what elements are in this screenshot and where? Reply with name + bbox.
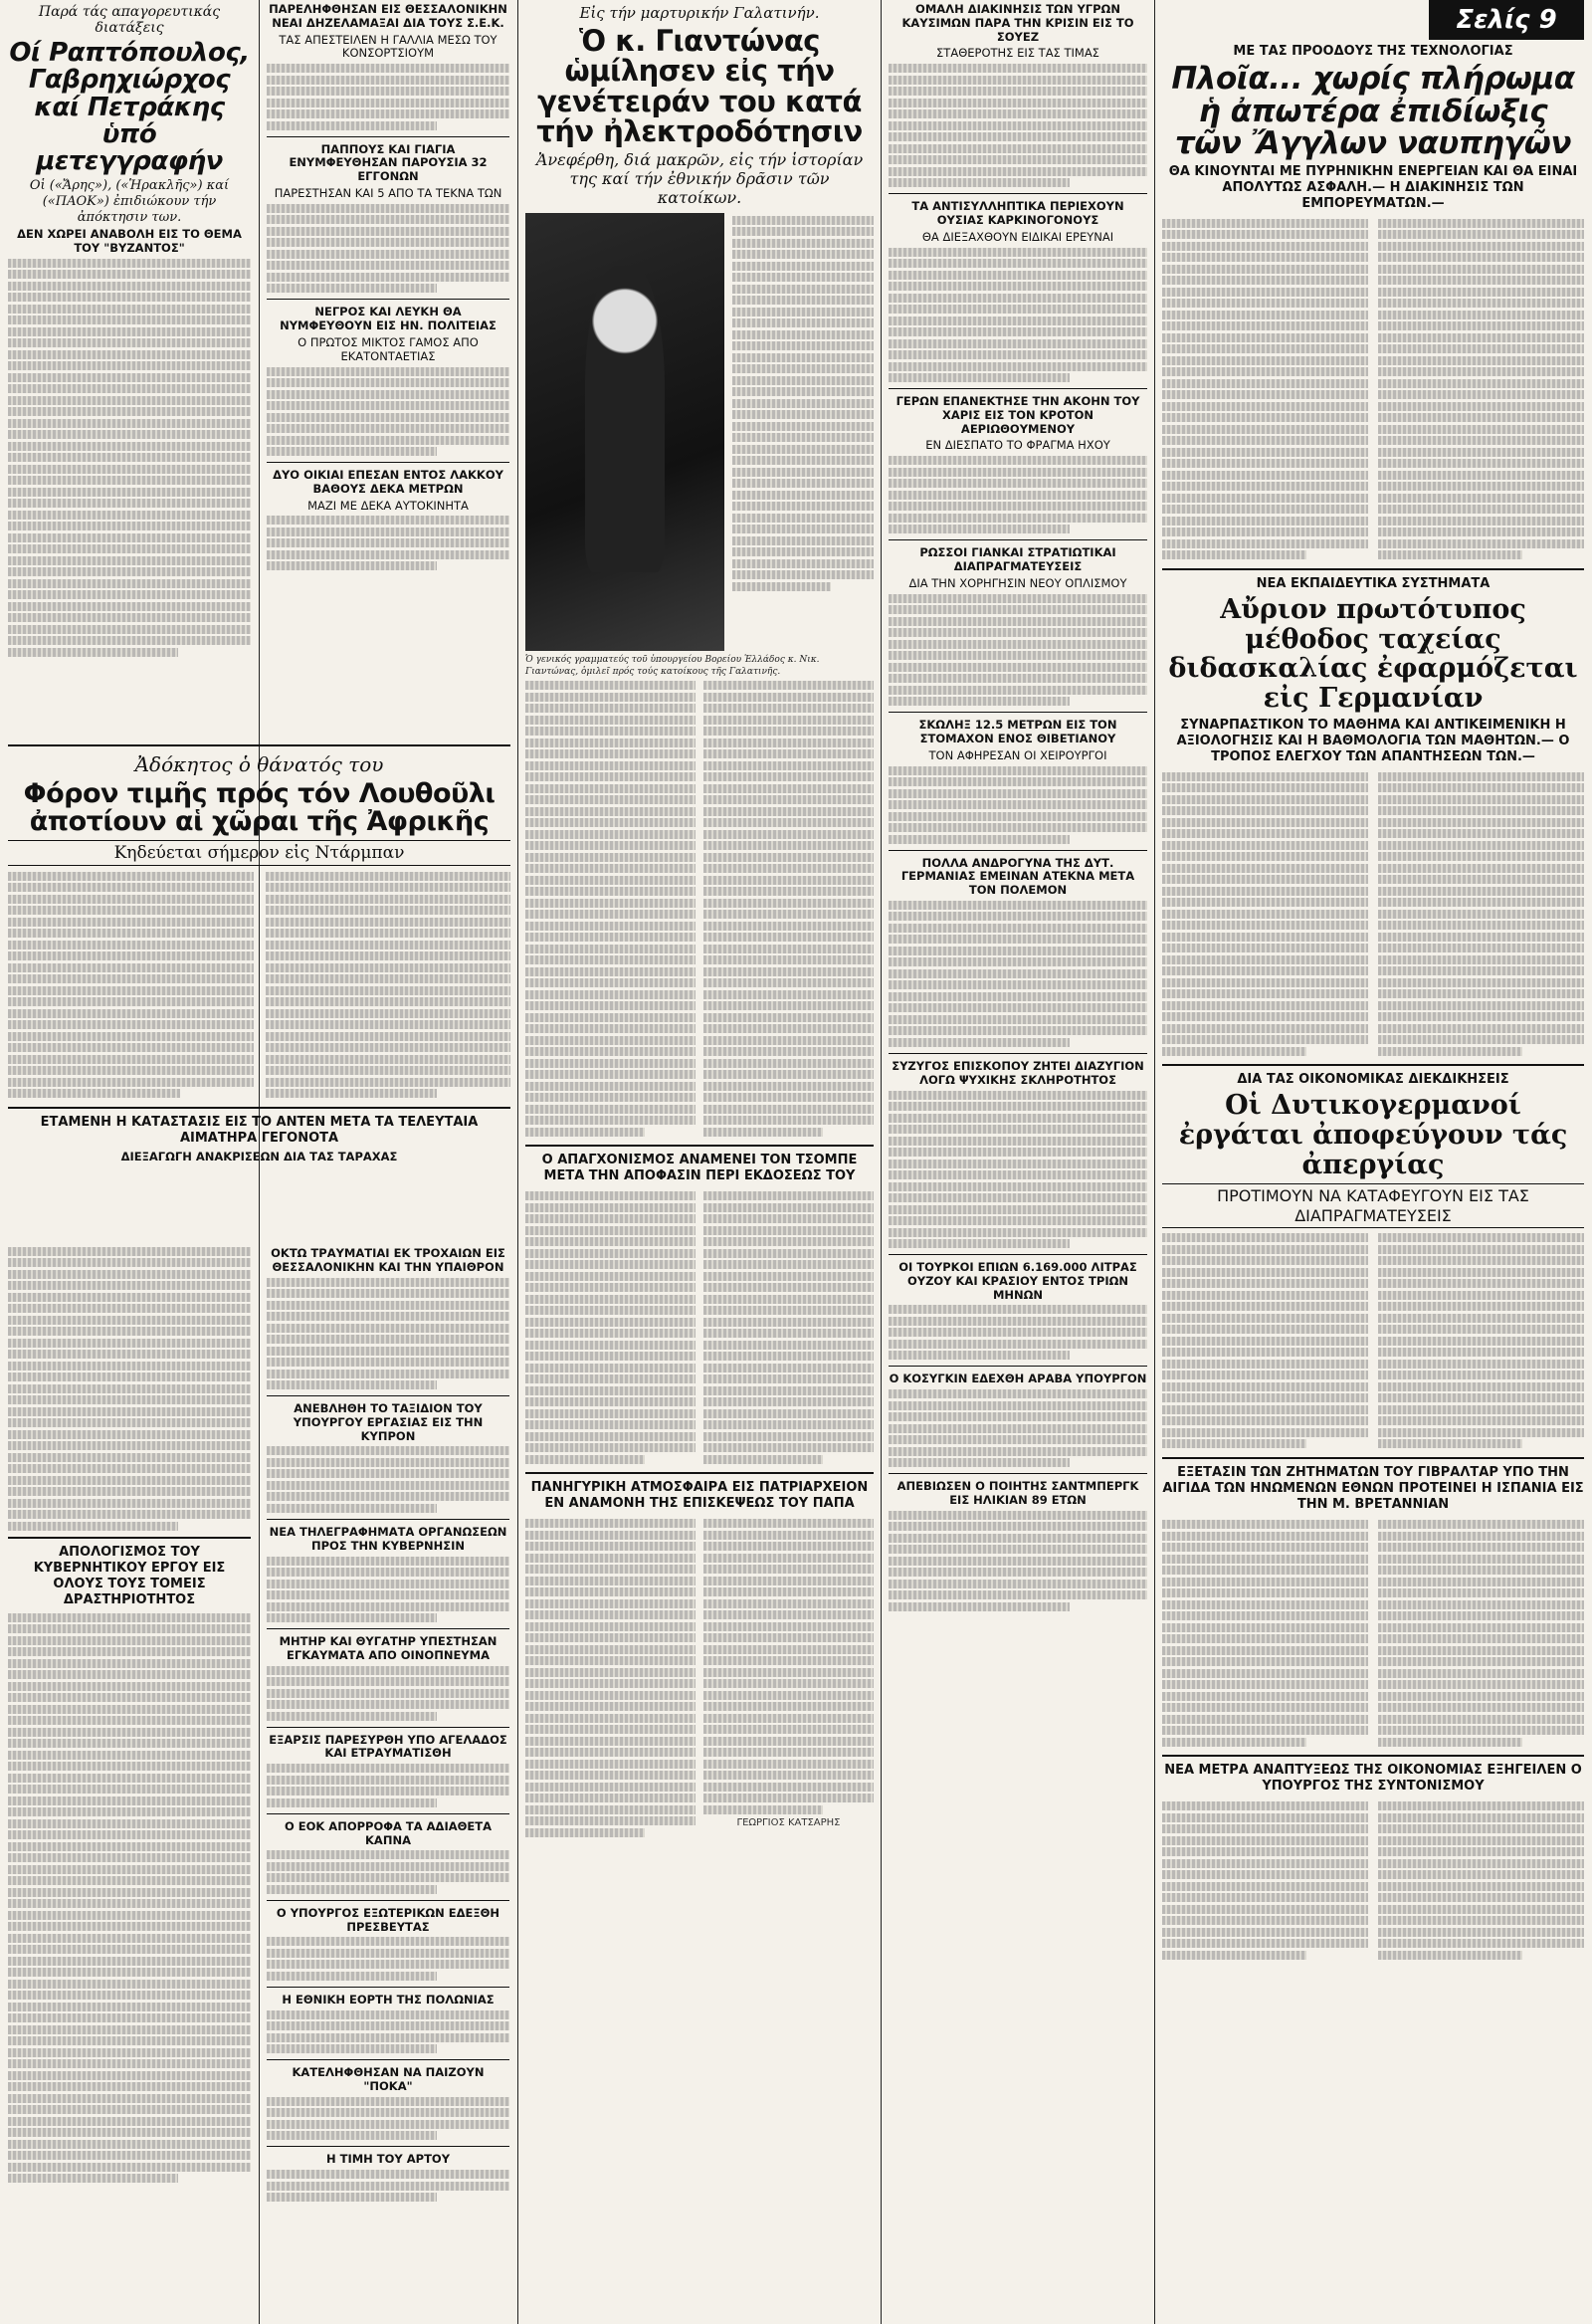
lower-left-story xyxy=(8,739,510,1167)
headline: Αὔριον πρωτότυπος μέθοδος ταχείας διδασκαλίας ἐφαρμόζεται εἰς Γερμανίαν xyxy=(1168,593,1578,714)
headline: Φόρον τιμῆς πρός τόν Λουθοῦλι ἀποτίουν αἱ χῶραι τῆς Ἀφρικῆς xyxy=(23,778,496,838)
story-headline: ΜΗΤΗΡ ΚΑΙ ΘΥΓΑΤΗΡ ΥΠΕΣΤΗΣΑΝ ΕΓΚΑΥΜΑΤΑ ΑΠΟ ΟΙΝΟΠΝΕΥΜΑ xyxy=(279,1634,498,1662)
story-headline: ΟΙ ΤΟΥΡΚΟΙ ΕΠΙΩΝ 6.169.000 ΛΙΤΡΑΣ ΟΥΖΟΥ ΚΑΙ ΚΡΑΣΙΟΥ ΕΝΤΟΣ ΤΡΙΩΝ ΜΗΝΩΝ xyxy=(898,1260,1137,1302)
kicker: Εἰς τήν μαρτυρικήν Γαλατινήν. xyxy=(579,4,820,22)
story-headline: Ο ΥΠΟΥΡΓΟΣ ΕΞΩΤΕΡΙΚΩΝ ΕΔΕΞΘΗ ΠΡΕΣΒΕΥΤΑΣ xyxy=(276,1905,500,1934)
story-subhead: ΔΙΕΞΑΓΩΓΗ ΑΝΑΚΡΙΣΕΩΝ ΔΙΑ ΤΑΣ ΤΑΡΑΧΑΣ xyxy=(120,1150,398,1164)
story-headline: ΑΝΕΒΛΗΘΗ ΤΟ ΤΑΞΙΔΙΟΝ ΤΟΥ ΥΠΟΥΡΓΟΥ ΕΡΓΑΣΙΑΣ ΕΙΣ ΤΗΝ ΚΥΠΡΟΝ xyxy=(293,1401,484,1443)
subhead: ΘΑ ΚΙΝΟΥΝΤΑΙ ΜΕ ΠΥΡΗΝΙΚΗΝ ΕΝΕΡΓΕΙΑΝ ΚΑΙ ΘΑ ΕΙΝΑΙ ΑΠΟΛΥΤΩΣ ΑΣΦΑΛΗ.— Η ΔΙΑΚΙΝΗΣΙΣ ΤΩΝ ΕΜΠΟΡΕΥΜΑΤΩΝ.— xyxy=(1168,163,1578,212)
article-body xyxy=(8,259,251,657)
kicker: ΝΕΑ ΕΚΠΑΙΔΕΥΤΙΚΑ ΣΥΣΤΗΜΑΤΑ xyxy=(1256,575,1491,591)
story-headline: ΑΠΕΒΙΩΣΕΝ Ο ΠΟΙΗΤΗΣ ΣΑΝΤΜΠΕΡΓΚ ΕΙΣ ΗΛΙΚΙΑΝ 89 ΕΤΩΝ xyxy=(896,1479,1139,1508)
column-2-lower xyxy=(267,1244,509,2205)
story-headline: ΝΕΑ ΤΗΛΕΓΡΑΦΗΜΑΤΑ ΟΡΓΑΝΩΣΕΩΝ ΠΡΟΣ ΤΗΝ ΚΥΒΕΡΝΗΣΙΝ xyxy=(269,1524,507,1553)
story-subhead: ΠΑΡΕΣΤΗΣΑΝ ΚΑΙ 5 ΑΠΟ ΤΑ ΤΕΚΝΑ ΤΩΝ xyxy=(274,186,502,201)
headline: Πλοῖα... χωρίς πλήρωμα ἡ ἀπωτέρα ἐπιδίωξις τῶν Ἄγγλων ναυπηγῶν xyxy=(1171,61,1575,162)
story-subhead: ΤΟΝ ΑΦΗΡΕΣΑΝ ΟΙ ΧΕΙΡΟΥΡΓΟΙ xyxy=(928,747,1107,762)
photo-caption: Ὁ γενικός γραμματεύς τοῦ ὑπουργείου Βορείου Ἑλλάδος κ. Νικ. Γιαντώνας, ὁμιλεῖ πρός τούς κατοίκους τῆς Γαλατινῆς. xyxy=(525,655,820,677)
subhead: ΔΕΝ ΧΩΡΕΙ ΑΝΑΒΟΛΗ ΕΙΣ ΤΟ ΘΕΜΑ ΤΟΥ "ΒΥΖΑΝΤΟΣ" xyxy=(17,227,242,256)
deck: Κηδεύεται σήμερον εἰς Ντάρμπαν xyxy=(8,840,510,866)
kicker: ΔΙΑ ΤΑΣ ΟΙΚΟΝΟΜΙΚΑΣ ΔΙΕΚΔΙΚΗΣΕΙΣ xyxy=(1237,1072,1509,1088)
headline: Οί Ραπτόπουλος, Γαβρηχιώρχος καί Πετράκης ὑπό μετεγγραφήν xyxy=(9,38,250,177)
story-headline: ΣΚΩΛΗΞ 12.5 ΜΕΤΡΩΝ ΕΙΣ ΤΟΝ ΣΤΟΜΑΧΟΝ ΕΝΟΣ ΘΙΒΕΤΙΑΝΟΥ xyxy=(918,718,1117,745)
story-headline: ΠΑΝΗΓΥΡΙΚΗ ΑΤΜΟΣΦΑΙΡΑ ΕΙΣ ΠΑΤΡΙΑΡΧΕΙΟΝ ΕΝ ΑΝΑΜΟΝΗ ΤΗΣ ΕΠΙΣΚΕΨΕΩΣ ΤΟΥ ΠΑΠΑ xyxy=(530,1480,869,1512)
story-headline: ΕΞΕΤΑΣΙΝ ΤΩΝ ΖΗΤΗΜΑΤΩΝ ΤΟΥ ΓΙΒΡΑΛΤΑΡ ΥΠΟ ΤΗΝ ΑΙΓΙΔΑ ΤΩΝ ΗΝΩΜΕΝΩΝ ΕΘΝΩΝ ΠΡΟΤΕΙΝΕΙ Η ΙΣΠΑΝΙΑ ΕΙΣ ΤΗΝ Μ. ΒΡΕΤΑΝΝΙΑΝ xyxy=(1162,1464,1584,1513)
story-subhead: ΔΙΑ ΤΗΝ ΧΟΡΗΓΗΣΙΝ ΝΕΟΥ ΟΠΛΙΣΜΟΥ xyxy=(908,575,1127,590)
story-headline: ΠΑΡΕΛΗΦΘΗΣΑΝ ΕΙΣ ΘΕΣΣΑΛΟΝΙΚΗΝ ΝΕΑΙ ΔΗΖΕΛΑΜΑΞΑΙ ΔΙΑ ΤΟΥΣ Σ.Ε.Κ. xyxy=(269,2,507,30)
story-subhead: Ο ΠΡΩΤΟΣ ΜΙΚΤΟΣ ΓΑΜΟΣ ΑΠΟ ΕΚΑΤΟΝΤΑΕΤΙΑΣ xyxy=(298,334,479,363)
story-headline: Ο ΚΟΣΥΓΚΙΝ ΕΔΕΧΘΗ ΑΡΑΒΑ ΥΠΟΥΡΓΟΝ xyxy=(889,1372,1147,1386)
story-headline: ΟΚΤΩ ΤΡΑΥΜΑΤΙΑΙ ΕΚ ΤΡΟΧΑΙΩΝ ΕΙΣ ΘΕΣΣΑΛΟΝΙΚΗΝ ΚΑΙ ΤΗΝ ΥΠΑΙΘΡΟΝ xyxy=(271,1246,505,1274)
deck: ΠΡΟΤΙΜΟΥΝ ΝΑ ΚΑΤΑΦΕΥΓΟΥΝ ΕΙΣ ΤΑΣ ΔΙΑΠΡΑΓΜΑΤΕΥΣΕΙΣ xyxy=(1162,1183,1584,1227)
story-headline: Η ΤΙΜΗ ΤΟΥ ΑΡΤΟΥ xyxy=(325,2152,451,2167)
column-rule xyxy=(517,0,518,2324)
story-headline: Ο ΕΟΚ ΑΠΟΡΡΟΦΑ ΤΑ ΑΔΙΑΘΕΤΑ ΚΑΠΝΑ xyxy=(284,1818,493,1847)
story-subhead: ΕΝ ΔΙΕΣΠΑΤΟ ΤΟ ΦΡΑΓΜΑ ΗΧΟΥ xyxy=(925,438,1110,453)
story-headline: ΡΩΣΣΟΙ ΓΙΑΝΚΑΙ ΣΤΡΑΤΙΩΤΙΚΑΙ ΔΙΑΠΡΑΓΜΑΤΕΥΣΕΙΣ xyxy=(919,545,1116,574)
story-headline: ΟΜΑΛΗ ΔΙΑΚΙΝΗΣΙΣ ΤΩΝ ΥΓΡΩΝ ΚΑΥΣΙΜΩΝ ΠΑΡΑ ΤΗΝ ΚΡΙΣΙΝ ΕΙΣ ΤΟ ΣΟΥΕΖ xyxy=(901,2,1134,44)
story-subhead: ΣΤΑΘΕΡΟΤΗΣ ΕΙΣ ΤΑΣ ΤΙΜΑΣ xyxy=(936,46,1099,61)
story-subhead: ΤΑΣ ΑΠΕΣΤΕΙΛΕΝ Η ΓΑΛΛΙΑ ΜΕΣΩ ΤΟΥ ΚΟΝΣΟΡΤΣΙΟΥΜ xyxy=(279,32,498,61)
story-headline: ΕΞΑΡΣΙΣ ΠΑΡΕΣΥΡΘΗ ΥΠΟ ΑΓΕΛΑΔΟΣ ΚΑΙ ΕΤΡΑΥΜΑΤΙΣΘΗ xyxy=(269,1732,507,1761)
kicker: Ἀδόκητος ὁ θάνατός του xyxy=(134,752,384,776)
story-headline: ΤΑ ΑΝΤΙΣΥΛΛΗΠΤΙΚΑ ΠΕΡΙΕΧΟΥΝ ΟΥΣΙΑΣ ΚΑΡΚΙΝΟΓΟΝΟΥΣ xyxy=(911,199,1124,227)
story-headline: ΣΥΖΥΓΟΣ ΕΠΙΣΚΟΠΟΥ ΖΗΤΕΙ ΔΙΑΖΥΓΙΟΝ ΛΟΓΩ ΨΥΧΙΚΗΣ ΣΚΛΗΡΟΤΗΤΟΣ xyxy=(892,1058,1144,1087)
story-headline: ΝΕΓΡΟΣ ΚΑΙ ΛΕΥΚΗ ΘΑ ΝΥΜΦΕΥΘΟΥΝ ΕΙΣ ΗΝ. ΠΟΛΙΤΕΙΑΣ xyxy=(280,305,497,333)
story-headline: ΔΥΟ ΟΙΚΙΑΙ ΕΠΕΣΑΝ ΕΝΤΟΣ ΛΑΚΚΟΥ ΒΑΘΟΥΣ ΔΕΚΑ ΜΕΤΡΩΝ xyxy=(273,468,503,496)
story-headline: ΕΤΑΜΕΝΗ Η ΚΑΤΑΣΤΑΣΙΣ ΕΙΣ ΤΟ ΑΝΤΕΝ ΜΕΤΑ ΤΑ ΤΕΛΕΥΤΑΙΑ ΑΙΜΑΤΗΡΑ ΓΕΓΟΝΟΤΑ xyxy=(40,1114,479,1146)
column-1-lower xyxy=(8,1244,251,2186)
column-rule xyxy=(1154,0,1155,2324)
story-headline: ΓΕΡΩΝ ΕΠΑΝΕΚΤΗΣΕ ΤΗΝ ΑΚΟΗΝ ΤΟΥ ΧΑΡΙΣ ΕΙΣ ΤΟΝ ΚΡΟΤΟΝ ΑΕΡΙΩΘΟΥΜΕΝΟΥ xyxy=(896,394,1140,436)
story-headline: ΝΕΑ ΜΕΤΡΑ ΑΝΑΠΤΥΞΕΩΣ ΤΗΣ ΟΙΚΟΝΟΜΙΑΣ ΕΞΗΓΕΙΛΕΝ Ο ΥΠΟΥΡΓΟΣ ΤΗΣ ΣΥΝΤΟΝΙΣΜΟΥ xyxy=(1164,1763,1582,1795)
column-2 xyxy=(267,0,509,573)
story-headline: Ο ΑΠΑΓΧΟΝΙΣΜΟΣ ΑΝΑΜΕΝΕΙ ΤΟΝ ΤΣΟΜΠΕ ΜΕΤΑ ΤΗΝ ΑΠΟΦΑΣΙΝ ΠΕΡΙ ΕΚΔΟΣΕΩΣ ΤΟΥ xyxy=(541,1153,858,1184)
story-headline: ΠΟΛΛΑ ΑΝΔΡΟΓΥΝΑ ΤΗΣ ΔΥΤ. ΓΕΡΜΑΝΙΑΣ ΕΜΕΙΝΑΝ ΑΤΕΚΝΑ ΜΕΤΑ ΤΟΝ ΠΟΛΕΜΟΝ xyxy=(900,855,1135,898)
column-4 xyxy=(889,0,1147,1613)
kicker: ΜΕ ΤΑΣ ΠΡΟΟΔΟΥΣ ΤΗΣ ΤΕΧΝΟΛΟΓΙΑΣ xyxy=(1233,44,1513,59)
deck: Ἀνεφέρθη, διά μακρῶν, εἰς τήν ἱστορίαν της καί τήν ἐθνικήν δρᾶσιν τῶν κατοίκων. xyxy=(535,149,864,208)
headline: Ὁ κ. Γιαντώνας ὡμίλησεν εἰς τήν γενέτειράν του κατά τήν ἠλεκτροδότησιν xyxy=(536,24,863,149)
story-headline: ΠΑΠΠΟΥΣ ΚΑΙ ΓΙΑΓΙΑ ΕΝΥΜΦΕΥΘΗΣΑΝ ΠΑΡΟΥΣΙΑ 32 ΕΓΓΟΝΩΝ xyxy=(289,141,488,184)
headline: Οἱ Δυτικογερμανοί ἐργάται ἀποφεύγουν τάς ἀπεργίας xyxy=(1178,1090,1568,1180)
story-headline: ΚΑΤΕΛΗΦΘΗΣΑΝ ΝΑ ΠΑΙΖΟΥΝ "ΠΟΚΑ" xyxy=(292,2065,485,2094)
story-headline: Η ΕΘΝΙΚΗ ΕΟΡΤΗ ΤΗΣ ΠΟΛΩΝΙΑΣ xyxy=(282,1992,495,2007)
column-3 xyxy=(525,0,874,1839)
column-1 xyxy=(8,0,251,663)
story-headline: ΑΠΟΛΟΓΙΣΜΟΣ ΤΟΥ ΚΥΒΕΡΝΗΤΙΚΟΥ ΕΡΓΟΥ ΕΙΣ ΟΛΟΥΣ ΤΟΥΣ ΤΟΜΕΙΣ ΔΡΑΣΤΗΡΙΟΤΗΤΟΣ xyxy=(33,1544,226,1608)
deck: Οἱ («Ἄρης»), («Ἡρακλῆς») καί («ΠΑΟΚ») ἐπιδιώκουν τήν ἀπόκτησιν των. xyxy=(29,178,230,225)
column-5 xyxy=(1162,0,1584,1962)
story-subhead: ΜΑΖΙ ΜΕ ΔΕΚΑ ΑΥΤΟΚΙΝΗΤΑ xyxy=(307,498,469,513)
page-number-masthead: Σελίς 9 xyxy=(1429,0,1584,40)
kicker: Παρά τάς απαγορευτικάς διατάξεις xyxy=(38,4,221,36)
story-subhead: ΘΑ ΔΙΕΞΑΧΘΟΥΝ ΕΙΔΙΚΑΙ ΕΡΕΥΝΑΙ xyxy=(921,229,1114,244)
speaker-photo xyxy=(525,213,724,651)
subhead: ΣΥΝΑΡΠΑΣΤΙΚΟΝ ΤΟ ΜΑΘΗΜΑ ΚΑΙ ΑΝΤΙΚΕΙΜΕΝΙΚΗ Η ΑΞΙΟΛΟΓΗΣΙΣ ΚΑΙ Η ΒΑΘΜΟΛΟΓΙΑ ΤΩΝ ΜΑΘΗΤΩΝ.— Ο ΤΡΟΠΟΣ ΕΛΕΓΧΟΥ ΤΩΝ ΑΠΑΝΤΗΣΕΩΝ ΤΩΝ.— xyxy=(1176,717,1570,765)
column-rule xyxy=(881,0,882,2324)
byline: ΓΕΩΡΓΙΟΣ ΚΑΤΣΑΡΗΣ xyxy=(736,1816,841,1828)
